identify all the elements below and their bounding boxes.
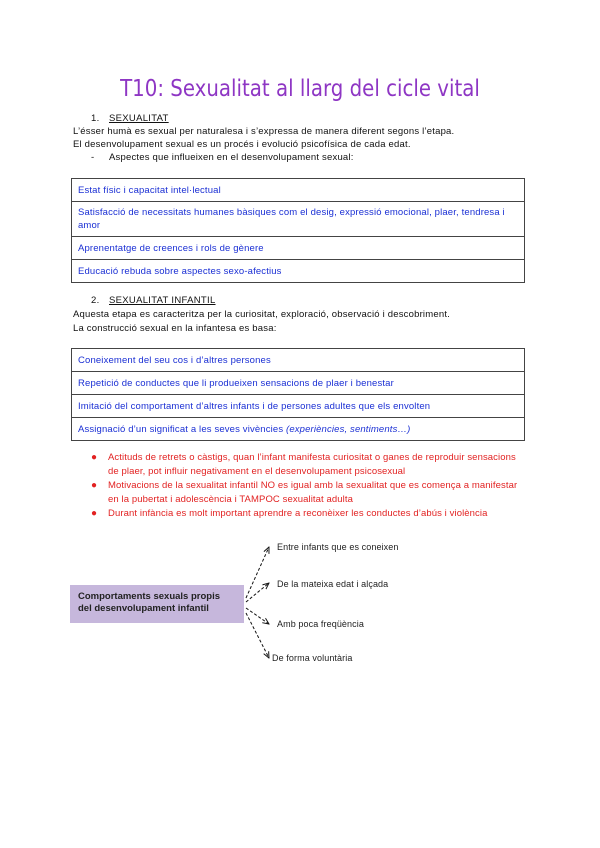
- list-item: [91, 451, 521, 479]
- diagram-arrow-3: [246, 608, 269, 624]
- table-cell: Imitació del comportament d’altres infants i de persones adultes que els envolten: [72, 395, 525, 418]
- table-cell-text: Assignació d’un significat a les seves vivències: [78, 423, 284, 435]
- table-cell: Satisfacció de necessitats humanes bàsiques com el desig, expressió emocional, plaer, tendresa i amor: [72, 202, 525, 237]
- diagram-branch-label: Amb poca freqüència: [277, 619, 364, 629]
- diagram-central-box: Comportaments sexuals propis del desenvolupament infantil: [70, 585, 244, 623]
- section-1-paragraph: L’ésser humà es sexual per naturalesa i s’expressa de manera diferent segons l’etapa.: [73, 126, 455, 137]
- table-row: [72, 349, 525, 372]
- warning-bullet-list: [91, 451, 521, 521]
- section-2-number: 2.: [91, 295, 100, 306]
- list-item: [91, 479, 521, 507]
- dash-item-text: Aspectes que influeixen en el desenvolupament sexual:: [109, 152, 354, 163]
- table-cell: Coneixement del seu cos i d’altres persones: [72, 349, 525, 372]
- table-row: [72, 372, 525, 395]
- table-cell: Aprenentatge de creences i rols de gènere: [72, 237, 525, 260]
- table-row: [72, 179, 525, 202]
- table-row: [72, 418, 525, 441]
- diagram-branch-label: Entre infants que es coneixen: [277, 542, 399, 552]
- table-cell: Estat físic i capacitat intel·lectual: [72, 179, 525, 202]
- list-item-text: Motivacions de la sexualitat infantil NO es igual amb la sexualitat que es comença a manifestar en la pubertat i adolescència i TAMPOC sexualitat adulta: [108, 480, 518, 505]
- diagram-arrow-4: [246, 613, 269, 658]
- section-1-heading: [91, 113, 169, 124]
- table-row: [72, 395, 525, 418]
- bullet-icon: ●: [91, 508, 98, 519]
- section-1-title: SEXUALITAT: [109, 113, 169, 124]
- diagram-branch-label: De la mateixa edat i alçada: [277, 579, 389, 589]
- bullet-icon: ●: [91, 452, 98, 463]
- section-2-paragraph: La construcció sexual en la infantesa es basa:: [73, 323, 277, 334]
- section-1-dash-item: [91, 152, 354, 163]
- table-cell-italic: (experiències, sentiments…): [286, 423, 411, 435]
- table-cell: Educació rebuda sobre aspectes sexo-afectius: [72, 260, 525, 283]
- list-item-text: Durant infància es molt important aprendre a reconèixer les conductes d’abús i violència: [108, 508, 488, 519]
- behaviours-diagram: [70, 530, 540, 680]
- table-row: [72, 202, 525, 237]
- infant-construction-table: [71, 348, 525, 441]
- diagram-arrow-2: [246, 583, 269, 602]
- diagram-arrow-1: [246, 547, 269, 598]
- diagram-branch-label: De forma voluntària: [272, 653, 353, 663]
- page-title: T10: Sexualitat al llarg del cicle vital: [120, 76, 480, 102]
- table-cell: Repetició de conductes que li produeixen sensacions de plaer i benestar: [72, 372, 525, 395]
- influence-factors-table: [71, 178, 525, 283]
- bullet-icon: ●: [91, 480, 98, 491]
- table-cell: [72, 418, 525, 441]
- section-2-title: SEXUALITAT INFANTIL: [109, 295, 216, 306]
- table-row: [72, 237, 525, 260]
- list-item: [91, 507, 521, 521]
- section-2-heading: [91, 295, 216, 306]
- section-1-number: 1.: [91, 113, 100, 124]
- table-row: [72, 260, 525, 283]
- section-1-paragraph: El desenvolupament sexual es un procés i evolució psicofísica de cada edat.: [73, 139, 411, 150]
- dash-marker: -: [91, 152, 95, 163]
- section-2-paragraph: Aquesta etapa es caracteritza per la curiositat, exploració, observació i descobriment.: [73, 309, 450, 320]
- list-item-text: Actituds de retrets o càstigs, quan l’infant manifesta curiositat o ganes de reproduir sensacions de plaer, pot influir negativament en el desenvolupament psicosexual: [108, 452, 516, 477]
